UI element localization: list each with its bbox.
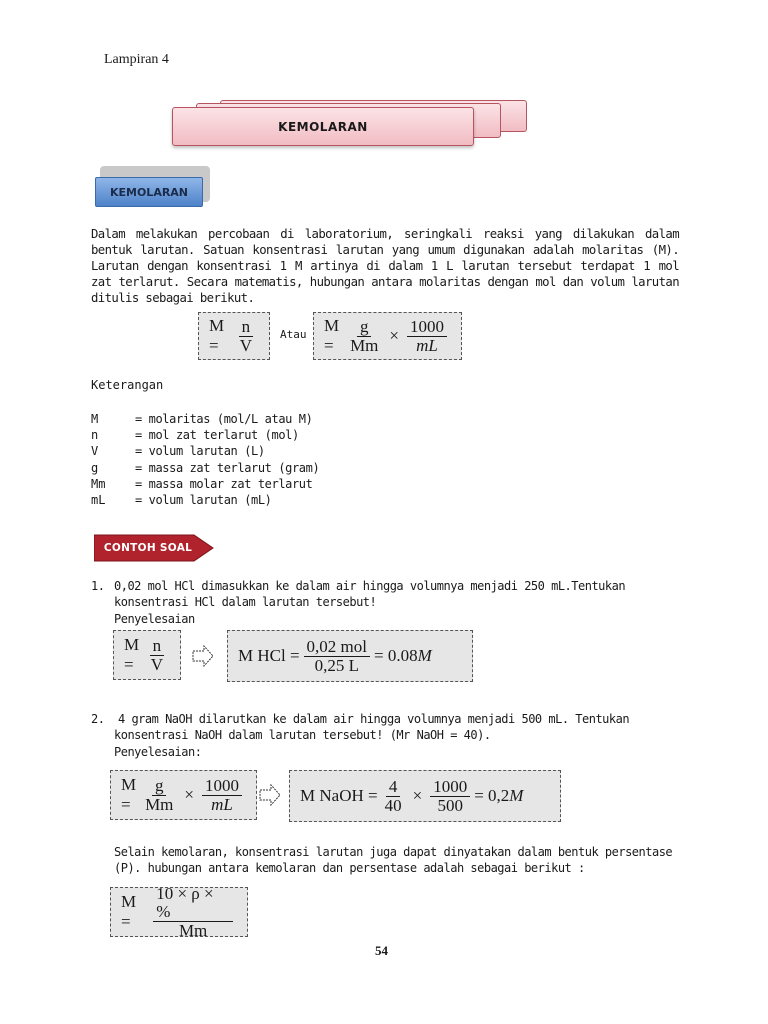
legend-row [91, 492, 319, 508]
page-number: 54 [375, 943, 388, 958]
calc-result: = 0.08 [374, 646, 418, 665]
legend-symbol: Mm [91, 476, 106, 491]
times-operator: × [412, 786, 423, 805]
calc-result: = 0,2 [474, 786, 510, 805]
legend-row [91, 443, 319, 459]
legend-description: = massa zat terlarut (gram) [135, 460, 320, 475]
right-arrow-icon [259, 784, 281, 806]
title-banner-text: KEMOLARAN [278, 119, 368, 134]
legend-description: = volum larutan (L) [135, 444, 265, 459]
calc-lhs: M HCl = [238, 646, 300, 665]
fraction-n-over-v [148, 637, 166, 674]
formula-lhs: M = [324, 316, 340, 355]
fraction-1000-over-ml [202, 777, 242, 814]
question-1-text: 0,02 mol HCl dimasukkan ke dalam air hingga volumnya menjadi 250 mL.Tentukan konsentrasi HCl dalam larutan tersebut! [114, 579, 626, 609]
calc-unit: M [509, 786, 524, 805]
legend-list [91, 411, 319, 508]
percentage-text: Selain kemolaran, konsentrasi larutan juga dapat dinyatakan dalam bentuk persentase (P). hubungan antara kemolaran dan persentase adalah sebagai berikut : [114, 845, 673, 875]
denominator: mL [211, 794, 233, 814]
denominator: Mm [350, 335, 379, 355]
formula-box-molarity [198, 312, 270, 360]
formula-box-molarity-mass [313, 312, 462, 360]
fraction-4-over-40 [382, 778, 405, 815]
numerator: 1000 [407, 318, 447, 337]
formula-lhs: M = [124, 635, 140, 674]
question-1-solution-label: Penyelesaian [114, 612, 195, 626]
calc-fraction [304, 638, 370, 675]
denominator: 40 [384, 795, 402, 815]
numerator: 4 [386, 778, 401, 797]
appendix-label: Lampiran 4 [104, 52, 169, 67]
q2-formula-box [110, 770, 257, 820]
question-2-solution-label: Penyelesaian: [114, 745, 202, 759]
atau-label: Atau [280, 328, 307, 341]
denominator: V [150, 654, 163, 674]
section-tag-text: KEMOLARAN [109, 185, 189, 199]
example-header-text: CONTOH SOAL [103, 542, 193, 554]
legend-symbol: mL [91, 493, 106, 508]
times-operator: × [184, 785, 194, 804]
legend-symbol: n [91, 428, 99, 443]
numerator: g [152, 777, 167, 796]
legend-row [91, 411, 319, 427]
numerator: 0,02 mol [304, 638, 370, 657]
times-operator: × [389, 326, 399, 345]
legend-description: = mol zat terlarut (mol) [135, 428, 299, 443]
question-2-text: 4 gram NaOH dilarutkan ke dalam air hingga volumnya menjadi 500 mL. Tentukan konsentrasi NaOH dalam larutan tersebut! (Mr NaOH = 40). [114, 712, 630, 742]
fraction-g-over-mm [142, 777, 176, 814]
numerator: 1000 [430, 778, 470, 797]
numerator: 1000 [202, 777, 242, 796]
intro-paragraph: Dalam melakukan percobaan di laboratorium, seringkali reaksi yang dilakukan dalam bentuk larutan. Satuan konsentrasi larutan yang umum digunakan adalah molaritas (M). Larutan dengan konsentrasi 1 M artinya di dalam 1 L larutan tersebut terdapat 1 mol zat terlarut. Secara matematis, hubungan antara molaritas dengan mol dan volum larutan ditulis sebagai berikut. [91, 227, 679, 305]
q2-calculation-box [289, 770, 561, 822]
numerator: n [150, 637, 165, 656]
q1-calculation-box [227, 630, 473, 682]
denominator: V [239, 335, 252, 355]
fraction-n-over-v [237, 318, 255, 355]
legend-description: = molaritas (mol/L atau M) [135, 412, 313, 426]
q1-formula-box [113, 630, 181, 680]
legend-description: = massa molar zat terlarut [135, 476, 313, 491]
legend-symbol: M [91, 412, 99, 426]
legend-symbol: g [91, 460, 99, 475]
legend-row [91, 460, 319, 476]
right-arrow-icon [192, 645, 214, 667]
percentage-fraction [153, 885, 233, 940]
legend-row [91, 476, 319, 492]
denominator: Mm [145, 794, 174, 814]
calc-unit: M [417, 646, 432, 665]
title-banner [172, 107, 474, 146]
formula-lhs: M = [121, 892, 137, 931]
formula-lhs: M = [121, 775, 137, 814]
question-2-number: 2. [91, 712, 105, 726]
fraction-1000-over-500 [430, 778, 470, 815]
denominator: 500 [437, 795, 463, 815]
legend-description: = volum larutan (mL) [135, 493, 272, 508]
denominator: 0,25 L [314, 655, 359, 675]
denominator: mL [416, 335, 438, 355]
section-tag [95, 177, 203, 207]
example-header-arrow [94, 534, 214, 562]
legend-row [91, 427, 319, 443]
numerator: n [239, 318, 254, 337]
legend-title: Keterangan [91, 378, 164, 392]
fraction-1000-over-ml [407, 318, 447, 355]
numerator: g [357, 318, 372, 337]
denominator: Mm [178, 920, 208, 940]
percentage-formula-box [110, 883, 248, 940]
calc-lhs: M NaOH = [300, 786, 378, 805]
legend-symbol: V [91, 444, 99, 459]
numerator: 10 × ρ × % [153, 885, 233, 922]
fraction-g-over-mm [347, 318, 381, 355]
formula-lhs: M = [209, 316, 225, 355]
question-1-number: 1. [91, 579, 105, 593]
